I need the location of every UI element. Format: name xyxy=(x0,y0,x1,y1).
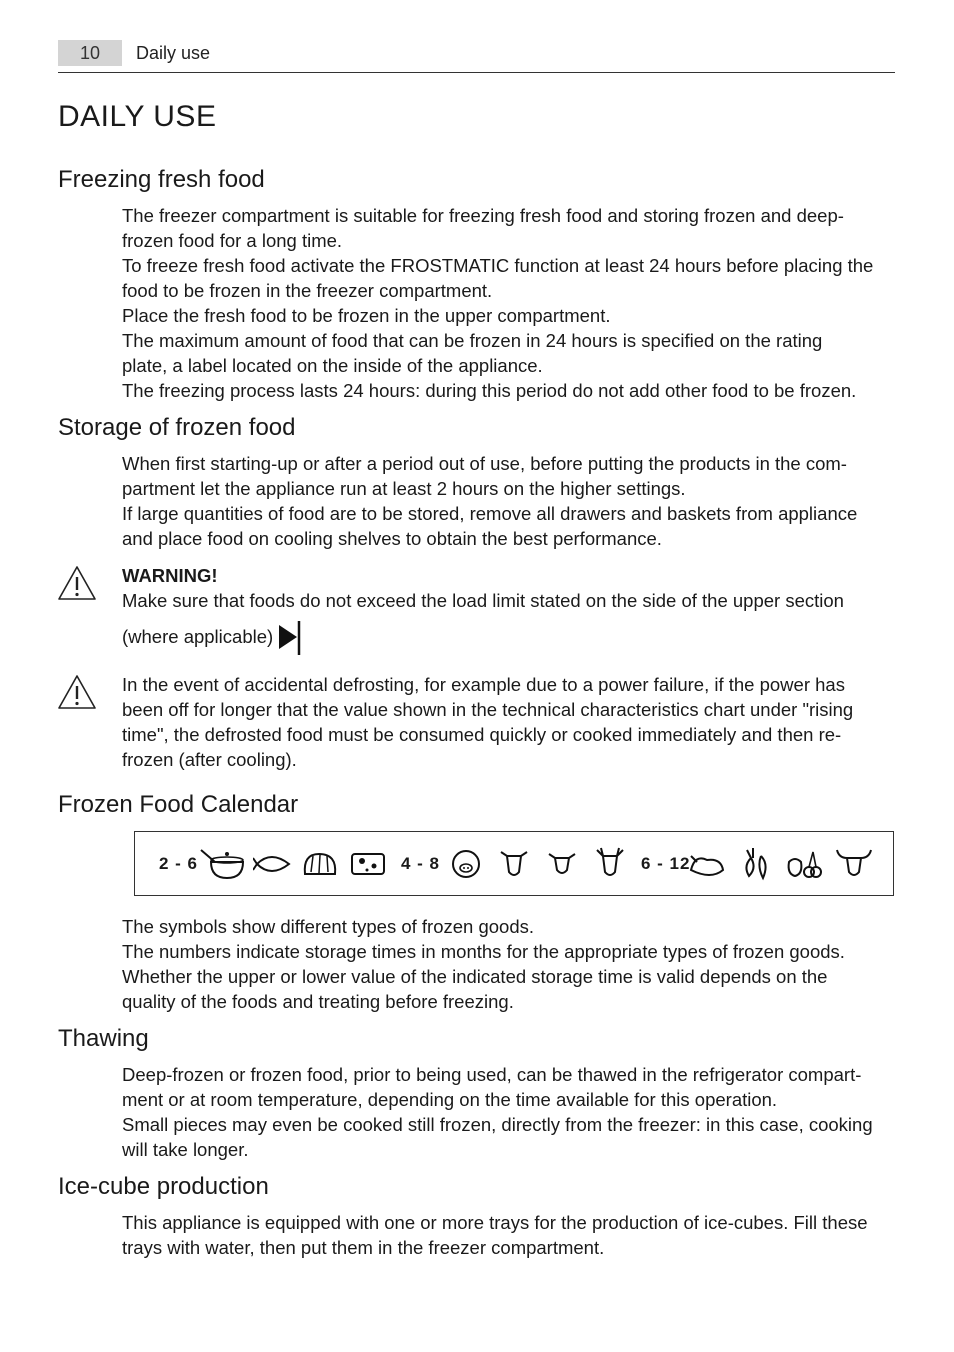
deer-icon xyxy=(593,846,627,882)
defrost-warning-text xyxy=(122,672,902,772)
text-line: The maximum amount of food that can be frozen in 24 hours is specified on the rating xyxy=(122,330,823,351)
text-line: plate, a label located on the inside of the appliance. xyxy=(122,355,543,376)
text-line: food to be frozen in the freezer compartment. xyxy=(122,280,493,301)
warning-triangle-icon xyxy=(57,674,97,710)
fish-icon xyxy=(253,846,293,882)
text-line: Whether the upper or lower value of the indicated storage time is valid depends on the xyxy=(122,966,828,987)
warning-title: WARNING! xyxy=(122,565,218,586)
calendar-text xyxy=(122,914,902,1014)
storage-months-label: 4 - 8 xyxy=(401,854,441,873)
cheese-icon xyxy=(349,846,387,882)
text-line: In the event of accidental defrosting, for example due to a power failure, if the power has xyxy=(122,674,845,695)
text-line: ment or at room temperature, depending on the time available for this operation. xyxy=(122,1089,778,1110)
heading-freezing: Freezing fresh food xyxy=(58,166,265,193)
text-line: quality of the foods and treating before freezing. xyxy=(122,991,514,1012)
text-line: To freeze fresh food activate the FROSTMATIC function at least 24 hours before placing the xyxy=(122,255,874,276)
bull-icon xyxy=(835,846,873,882)
storage-text xyxy=(122,451,902,551)
freezing-text xyxy=(122,203,902,403)
text-line: and place food on cooling shelves to obtain the best performance. xyxy=(122,528,662,549)
text-line: Place the fresh food to be frozen in the upper compartment. xyxy=(122,305,611,326)
running-title: Daily use xyxy=(136,43,211,63)
storage-months-label: 6 - 12 xyxy=(641,854,691,873)
text-line: If large quantities of food are to be stored, remove all drawers and baskets from appliance xyxy=(122,503,858,524)
text-line: trays with water, then put them in the freezer compartment. xyxy=(122,1237,605,1258)
text-line: frozen (after cooling). xyxy=(122,749,297,770)
text-line: This appliance is equipped with one or more trays for the production of ice-cubes. Fill these xyxy=(122,1212,868,1233)
page-number: 10 xyxy=(58,40,122,66)
text-line-with-icon xyxy=(122,619,902,657)
sheep-icon xyxy=(497,846,531,882)
text-line: Small pieces may even be cooked still frozen, directly from the freezer: in this case, cooking xyxy=(122,1114,873,1135)
text-line: partment let the appliance run at least 2 hours on the higher settings. xyxy=(122,478,686,499)
pig-icon xyxy=(449,846,483,882)
text-line: The freezer compartment is suitable for freezing fresh food and storing frozen and deep- xyxy=(122,205,844,226)
warning-triangle-icon xyxy=(57,565,97,601)
page-header xyxy=(58,38,895,73)
text-line: The freezing process lasts 24 hours: during this period do not add other food to be frozen. xyxy=(122,380,857,401)
soup-pot-icon xyxy=(199,846,249,882)
text-line: When first starting-up or after a period out of use, before putting the products in the com- xyxy=(122,453,847,474)
text-line: frozen food for a long time. xyxy=(122,230,343,251)
text-line: will take longer. xyxy=(122,1139,249,1160)
fruit-icon xyxy=(785,846,823,882)
heading-icecube: Ice-cube production xyxy=(58,1173,269,1200)
icecube-text xyxy=(122,1210,902,1260)
text-line: been off for longer that the value shown in the technical characteristics chart under "rising xyxy=(122,699,854,720)
text-line: Deep-frozen or frozen food, prior to being used, can be thawed in the refrigerator compart- xyxy=(122,1064,862,1085)
frozen-food-calendar xyxy=(134,831,894,896)
text-line: (where applicable) xyxy=(122,625,274,647)
text-line: Make sure that foods do not exceed the load limit stated on the side of the upper section xyxy=(122,590,844,611)
page-title: DAILY USE xyxy=(58,100,217,133)
bread-icon xyxy=(301,846,339,882)
heading-storage: Storage of frozen food xyxy=(58,414,296,441)
storage-months-label: 2 - 6 xyxy=(159,854,199,873)
text-line: The symbols show different types of frozen goods. xyxy=(122,916,535,937)
poultry-icon xyxy=(687,846,727,882)
vegetables-icon xyxy=(739,846,773,882)
text-line: time", the defrosted food must be consumed quickly or cooked immediately and then re- xyxy=(122,724,842,745)
heading-calendar: Frozen Food Calendar xyxy=(58,791,299,818)
cow-icon xyxy=(545,846,579,882)
text-line: The numbers indicate storage times in months for the appropriate types of frozen goods. xyxy=(122,941,845,962)
thawing-text xyxy=(122,1062,902,1162)
warning-block xyxy=(122,563,902,657)
heading-thawing: Thawing xyxy=(58,1025,149,1052)
load-limit-icon xyxy=(277,619,303,657)
